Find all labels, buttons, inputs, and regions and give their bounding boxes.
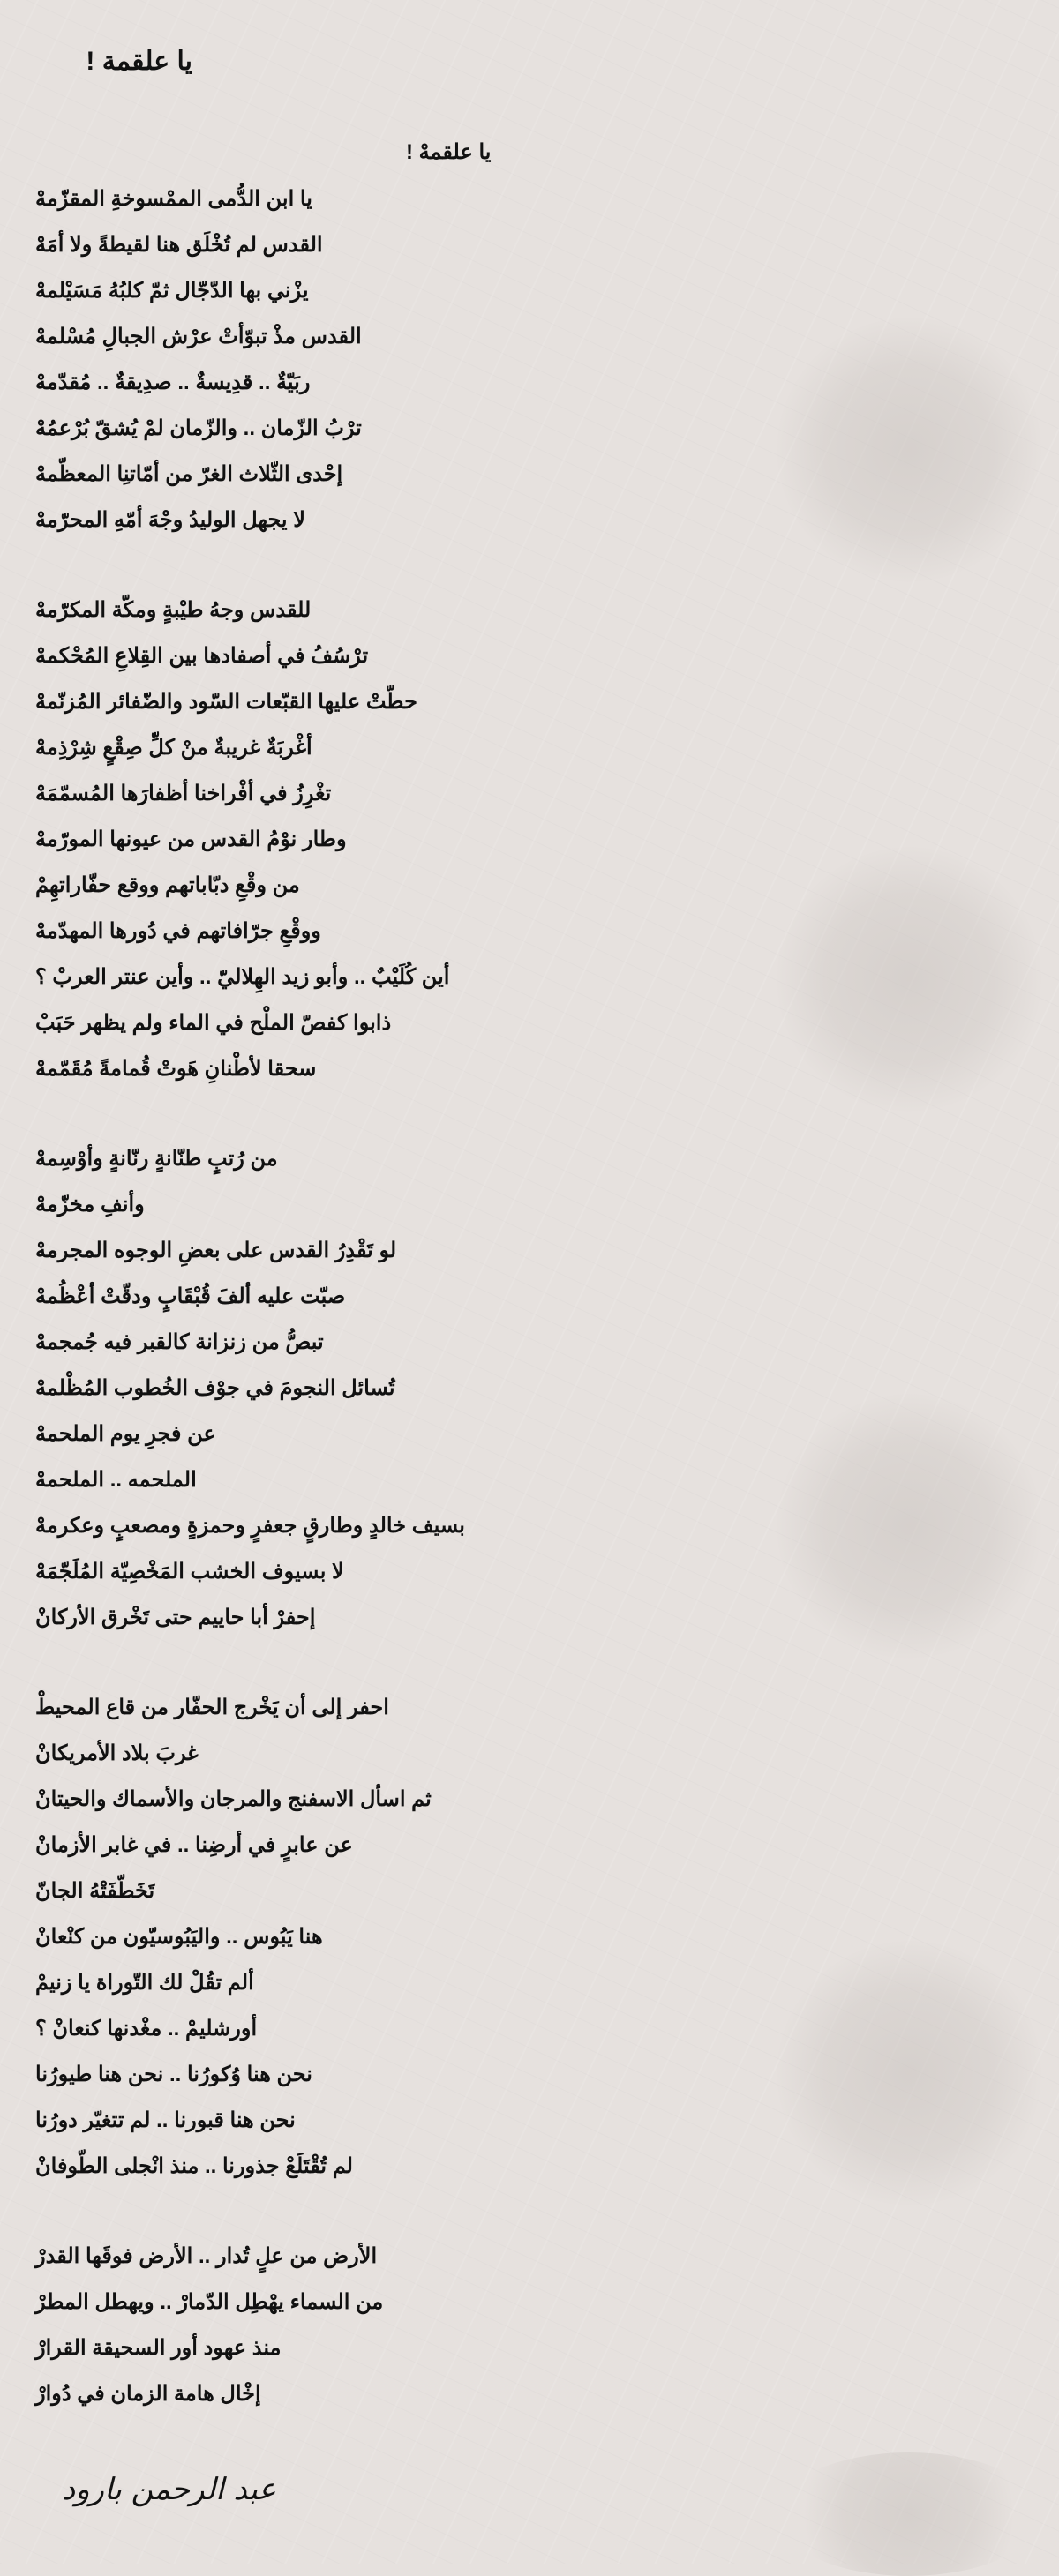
poem-line-text: نحن هنا وُكورُنا .. نحن هنا طيورُنا <box>35 2063 312 2086</box>
poem-line-text: يا ابن الدُّمى الممْسوخةِ المقزّمهْ <box>35 187 312 211</box>
poem-line-text: تَخَطّفَتْهُ الجانّ <box>35 1879 155 1903</box>
poem-stanza <box>35 588 530 1092</box>
poem-line-text: من السماء يهْطِل الدّمارْ .. ويهطل المطرْ <box>35 2290 384 2314</box>
poem-line <box>35 725 530 771</box>
poem-line-text: أين كُلَيْبٌ .. وأبو زيد الهِلاليّ .. وأين عنتر العربْ ؟ <box>35 965 450 989</box>
poem-line <box>35 1320 530 1366</box>
poem-line-text: ترْبُ الزّمان .. والزّمان لمْ يُشقّ بُرْعمُهْ <box>35 416 362 440</box>
poem-line <box>35 1868 530 1914</box>
poem-line <box>35 2052 530 2098</box>
poem-line-text: تُسائل النجومَ في جوْف الخُطوب المُظْلمهْ <box>35 1376 395 1400</box>
poem-line <box>35 176 530 222</box>
poem-line-text: لا يجهل الوليدُ وجْهَ أمّهِ المحرّمهْ <box>35 508 305 532</box>
poem-line <box>35 1503 530 1549</box>
poem-line <box>35 1549 530 1595</box>
poem-line-text: ذابوا كفصّ الملْح في الماء ولم يظهر حَبَبْ <box>35 1011 392 1035</box>
poem-line <box>35 2325 530 2371</box>
poem-line-text: صبّت عليه ألفَ قُبْقَابٍ ودقّتْ أعْظُمهْ <box>35 1284 346 1308</box>
poem-line <box>35 1685 530 1731</box>
poem-line <box>35 2234 530 2280</box>
poem-line <box>35 268 530 314</box>
poem-line <box>35 1274 530 1320</box>
poem-line-text: القدس لم تُخْلَق هنا لقيطةً ولا أمَهْ <box>35 233 323 257</box>
poem-line <box>35 2371 530 2417</box>
poem-line-text: لم تُقْتَلَعْ جذورنا .. منذ انْجلى الطّوفانْ <box>35 2154 353 2178</box>
poem-line <box>35 1412 530 1457</box>
poem-line-text: عن عابرٍ في أرضِنا .. في غابر الأزمانْ <box>35 1833 353 1857</box>
poem-line <box>35 1960 530 2006</box>
poem-line <box>35 498 530 543</box>
poem-line <box>35 817 530 863</box>
poem-line <box>35 1457 530 1503</box>
poem-stanza <box>35 1685 530 2190</box>
poem-line <box>35 955 530 1000</box>
poem-line <box>35 1777 530 1823</box>
poem-line <box>35 2098 530 2144</box>
poem-line <box>35 314 530 360</box>
poem-line <box>35 1136 530 1182</box>
poem-line <box>35 1182 530 1228</box>
poem-line-text: غربَ بلاد الأمريكانْ <box>35 1741 199 1765</box>
poem-stanzas <box>35 176 530 2417</box>
poem-line-text: حطّتْ عليها القبّعات السّود والضّفائر المُزنّمهْ <box>35 690 417 714</box>
poem-line <box>35 360 530 406</box>
poem-line-text: تغْرِزُ في أفْراخنا أظفارَها المُسمّمَهْ <box>35 782 332 805</box>
author-signature: عبد الرحمن بارود <box>62 2472 276 2507</box>
poem-line-text: ربَيّةٌ .. قدِيسةٌ .. صدِيقةٌ .. مُقدّمهْ <box>35 371 311 394</box>
poem-line-text: من وقْعِ دبّاباتهم ووقع حفّاراتهِمْ <box>35 873 300 897</box>
poem-line-text: أغْربَةٌ غريبةٌ منْ كلِّ صِقْعٍ شِرْذِمهْ <box>35 736 312 760</box>
poem-line <box>35 1823 530 1868</box>
poem-line <box>35 909 530 955</box>
poem-line <box>35 1366 530 1412</box>
poem-line-text: ووقْعِ جرّافاتهم في دُورها المهدّمهْ <box>35 919 321 943</box>
poem-line-text: وأنفِ مخزّمهْ <box>35 1193 145 1217</box>
poem-line-text: للقدس وجهُ طيْبةٍ ومكّة المكرّمهْ <box>35 598 312 622</box>
poem-stanza <box>35 2234 530 2417</box>
poem-line <box>35 1000 530 1046</box>
poem-line-text: الأرض من علٍ تُدار .. الأرض فوقَها القدرْ <box>35 2244 378 2268</box>
poem-line-text: من رُتبٍ طنّانةٍ رنّانةٍ وأوْسِمهْ <box>35 1147 278 1171</box>
poem-line <box>35 222 530 268</box>
poem-line-text: ألم تقُلْ لك التّوراة يا زنيمْ <box>35 1971 254 1995</box>
poem-line <box>35 679 530 725</box>
poem-line-text: لا بسيوف الخشب المَخْصِيّة المُلَجّمَهْ <box>35 1560 344 1584</box>
poem-stanza <box>35 1136 530 1641</box>
poem-stanza <box>35 176 530 543</box>
poem-line <box>35 1228 530 1274</box>
poem-line-text: بسيف خالدٍ وطارقٍ جعفرٍ وحمزةٍ ومصعبٍ وعكرمهْ <box>35 1514 465 1538</box>
poem-title: يا علقمهْ ! <box>406 140 492 164</box>
poem-line <box>35 1914 530 1960</box>
poem-line-text: سحقا لأطْنانِ هَوتْ قُمامةً مُقَمّمهْ <box>35 1057 317 1081</box>
poem-line <box>35 588 530 633</box>
poem-line-text: أورشليمْ .. مغْدنها كنعانْ ؟ <box>35 2017 258 2041</box>
poem-line-text: القدس مذْ تبوّأتْ عرْش الجبالِ مُسْلمهْ <box>35 325 362 348</box>
poem-line-text: احفر إلى أن يَخْرج الحفّار من قاع المحيطْ <box>35 1696 389 1719</box>
page-title: يا علقمة ! <box>86 47 192 76</box>
poem-line <box>35 2144 530 2190</box>
poem-line-text: نحن هنا قبورنا .. لم تتغيّر دورُنا <box>35 2108 296 2132</box>
poem-line <box>35 1595 530 1641</box>
poem-line <box>35 633 530 679</box>
poem-line-text: عن فجرِ يوم الملحمهْ <box>35 1422 216 1446</box>
poem-line-text: تبصُّ من زنزانة كالقبر فيه جُمجمهْ <box>35 1330 324 1354</box>
poem-line-text: هنا يَبُوس .. واليَبُوسيّون من كنْعانْ <box>35 1925 323 1949</box>
poem-line <box>35 406 530 452</box>
poem-line-text: يزْني بها الدّجّال ثمّ كلبُهُ مَسَيْلمهْ <box>35 279 309 303</box>
poem-line <box>35 1731 530 1777</box>
poem-line-text: ثم اسأل الاسفنج والمرجان والأسماك والحيتانْ <box>35 1787 432 1811</box>
poem-line <box>35 771 530 817</box>
poem-line-text: إحْدى الثّلاث الغرّ من أمّاتنِا المعظّمهْ <box>35 462 343 486</box>
poem-line-text: منذ عهود أور السحيقة القرارْ <box>35 2336 282 2360</box>
poem-line <box>35 2280 530 2325</box>
poem-line <box>35 1046 530 1092</box>
poem-line <box>35 2006 530 2052</box>
poem-line-text: لو تَقْدِرُ القدس على بعضِ الوجوه المجرمهْ <box>35 1239 397 1262</box>
poem-line-text: إخْال هامة الزمان في دُوارْ <box>35 2382 261 2406</box>
poem-line-text: ترْسُفُ في أصفادها بين القِلاعِ المُحْكمهْ <box>35 644 369 668</box>
poem-line <box>35 452 530 498</box>
poem <box>35 131 530 2461</box>
poem-line-text: وطار نوْمُ القدس من عيونها المورّمهْ <box>35 827 347 851</box>
poem-line <box>35 863 530 909</box>
poem-line-text: إحفرْ أبا حاييم حتى تَخْرق الأركانْ <box>35 1606 316 1629</box>
poem-line-text: الملحمه .. الملحمهْ <box>35 1468 197 1492</box>
